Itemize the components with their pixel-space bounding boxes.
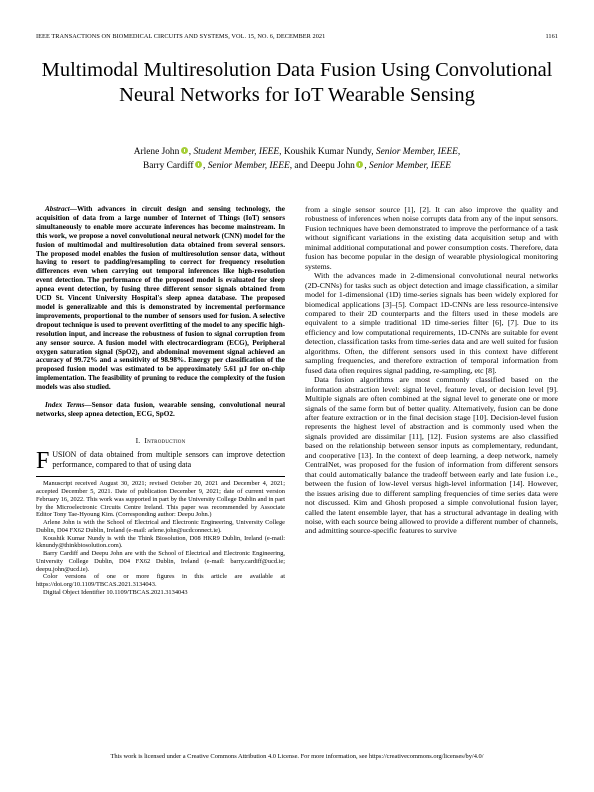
abstract (36, 205, 285, 392)
orcid-icon[interactable] (181, 147, 188, 154)
abstract-text: With advances in circuit design and sensing technology, the acquisition of data from a large number of Internet of Things (IoT) sensors simultaneously to enable more accurate inferences has become mainstream. In this work, we propose a novel convolutional neural network (CNN) model for the fusion of multimodal and multiresolution data obtained from several sensors. The proposed model enables the fusion of multiresolution sensor data, without having to resort to padding/resampling to correct for frequency resolution differences even when carrying out temporal inferences like high-resolution event detection. The performance of the proposed model is evaluated for sleep apnea event detection, by fusing three different sensor signals obtained from UCD St. Vincent University Hospital's sleep apnea database. The proposed model is generalizable and this is demonstrated by incremental performance improvements, proportional to the number of sensors used for fusion. A selective dropout technique is used to prevent overfitting of the model to any specific high-resolution input, and increase the robustness of fusion to signal corruption from any sensor source. A fusion model with electrocardiogram (ECG), Peripheral oxygen saturation signal (SpO2), and abdominal movement signal achieved an accuracy of 99.72% and a sensitivity of 98.98%. Energy per classification of the proposed fusion model was estimated to be approximately 5.61 μJ for on-chip implementation. The feasibility of pruning to reduce the complexity of the fusion models was also studied. (36, 205, 285, 392)
left-column (36, 205, 285, 597)
footnotes (36, 476, 285, 596)
page-number: 1161 (545, 33, 558, 40)
author-name: Barry Cardiff (142, 160, 194, 171)
author-name: Arlene John (133, 147, 180, 157)
footnote-affiliation: Koushik Kumar Nundy is with the Think Biosolution, D08 HKR9 Dublin, Ireland (e-mail: kknundy@thinkbiosolution.com). (36, 534, 285, 550)
drop-cap: F (36, 447, 50, 474)
body-paragraph: With the advances made in 2-dimensional convolutional neural networks (2D-CNNs) for tasks such as object detection and image classification, a similar model for 1-dimensional (1D) time-series signals has been widely explored for biomedical applications [3]–[5]. Compact 1D-CNNs are less resource-intensive compared to their 2D counterparts and the filters used in these models are equivalent to a simple traditional 1D time-series filter [6], [7]. Due to its efficiency and low computational requirements, 1D-CNNs are suitable for event detection, classification tasks from time-series data and are well suited for fusion algorithms. Often, the different sensors used in this context have different sampling frequencies, and therefore extraction of temporal information from fused data often requires signal padding, re-sampling, etc [8]. (305, 271, 558, 375)
footnote-affiliation: Arlene John is with the School of Electrical and Electronic Engineering, University College Dublin, D04 FX62 Dublin, Ireland (e-mail: arlene.john@ucdconnect.ie). (36, 519, 285, 534)
author-line-1: Arlene John , Student Member, IEEE, Koushik Kumar Nundy, Senior Member, IEEE, (133, 147, 461, 157)
footnote-doi: Digital Object Identifier 10.1109/TBCAS.2021.3134043 (43, 588, 188, 596)
orcid-icon[interactable] (195, 161, 202, 168)
author-role: Senior Member, IEEE (207, 160, 290, 171)
orcid-icon[interactable] (356, 161, 363, 168)
author-name: Koushik Kumar Nundy (283, 147, 372, 157)
author-name: Deepu John (310, 160, 355, 171)
author-conjunction: and (294, 160, 308, 171)
section-heading (36, 436, 285, 445)
intro-text: USION of data obtained from multiple sensors can improve detection performance, compared to that of using data (52, 450, 285, 469)
right-column (305, 205, 558, 536)
author-role: Senior Member, IEEE (369, 160, 452, 171)
author-role: Student Member, IEEE (193, 147, 280, 157)
author-role: Senior Member, IEEE (375, 147, 458, 157)
index-terms-label: Index Terms— (45, 401, 92, 410)
license-footer[interactable]: This work is licensed under a Creative Commons Attribution 4.0 License. For more information, see https://creativecommons.org/licenses/by/4.0/ (110, 753, 484, 760)
body-paragraph: Data fusion algorithms are most commonly classified based on the information abstraction level: signal level, feature level, or decision level [9]. Multiple signals are often combined at the signal level to generate one or more signals of the same form but of better quality. Alternatively, fusion can be done after feature extraction or in the final decision stage [10]. Decision-level fusion represents the highest level of abstraction and is commonly used when the signals provided are dissimilar [11], [12]. Fusion systems are also classified based on the relationship between sensor inputs as complementary, redundant, and cooperative [13]. In the context of deep learning, a deep network, namely CentralNet, was proposed for the fusion of information from different sensors that could automatically balance the tradeoff between early and late fusion i.e., between the fusion of low-level versus high-level information [14]. However, the issues arising due to different sampling frequencies of time series data were not discussed. Kim and Ghosh proposed a simple convolutional fusion layer, called the latent ensemble layer, that has a structural advantage in dealing with noise, with each source being allowed to provide a different number of channels, and admitting source-specific features to survive (305, 375, 558, 536)
running-head (36, 33, 558, 43)
footnote-affiliation: Barry Cardiff and Deepu John are with the School of Electrical and Electronic Engineering, University College Dublin, D04 FX62 Dublin, Ireland (e-mail: barry.cardiff@ucd.ie; deepu.john@ucd.ie). (36, 550, 285, 573)
journal-header: IEEE TRANSACTIONS ON BIOMEDICAL CIRCUITS AND SYSTEMS, VOL. 15, NO. 6, DECEMBER 2021 (36, 33, 326, 40)
author-block (36, 146, 558, 173)
body-paragraph: from a single sensor source [1], [2]. It can also improve the quality and robustness of inferences when noise corrupts data from any of the input sensors. Fusion techniques have been demonstrated to improve the performance of a task without significant variations in the existing data acquisition setup and with minimal additional computational and power consumption costs. Therefore, data fusion has become popular in the design of wearable physiological monitoring systems. (305, 205, 558, 271)
author-line-2: Barry Cardiff , Senior Member, IEEE, and Deepu John , Senior Member, IEEE (142, 160, 452, 171)
section-title: Introduction (144, 435, 186, 445)
paper-title: Multimodal Multiresolution Data Fusion Using Convolutional Neural Networks for IoT Wearable Sensing (41, 59, 553, 106)
abstract-label: Abstract— (45, 205, 77, 213)
index-terms (36, 401, 285, 419)
intro-paragraph (36, 447, 285, 474)
section-number: I. (135, 435, 141, 445)
footnote-color[interactable]: Color versions of one or more figures in this article are available at https://doi.org/10.1109/TBCAS.2021.3134043. (36, 573, 285, 589)
footnote-manuscript: Manuscript received August 30, 2021; revised October 20, 2021 and December 4, 2021; accepted December 5, 2021. Date of publication December 9, 2021; date of current version February 16, 2022. This work was supported in part by the University College Dublin and in part by the Microelectronic Circuits Centre Ireland. This paper was recommended by Associate Editor Tony Tae-Hyoung Kim. (Corresponding author: Deepu John.) (36, 480, 285, 519)
index-terms-text: Sensor data fusion, wearable sensing, convolutional neural networks, sleep apnea detection, ECG, SpO2. (36, 401, 285, 418)
